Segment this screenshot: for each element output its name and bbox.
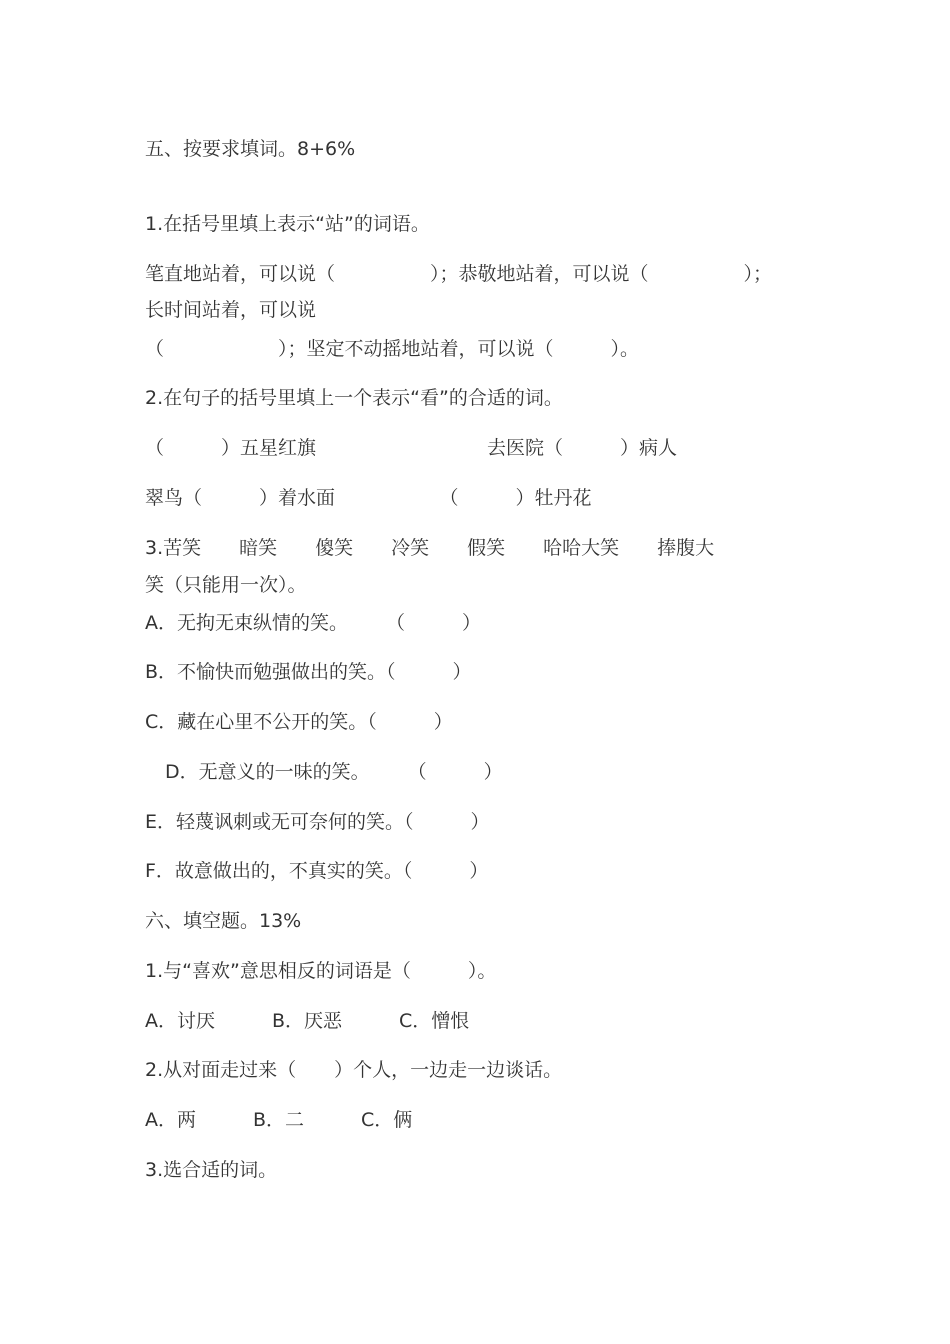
q3-option-c: C．藏在心里不公开的笑。（ ） [145, 711, 453, 733]
s6-q2-title: 2.从对面走过来（ ）个人，一边走一边谈话。 [145, 1059, 563, 1081]
q2-row2: 翠鸟（ ）着水面 （ ）牡丹花 [145, 487, 592, 509]
q1-line3: （ ）；坚定不动摇地站着，可以说（ ）。 [145, 338, 640, 360]
q2-title: 2.在句子的括号里填上一个表示“看”的合适的词。 [145, 387, 563, 409]
s6-q2-options: A．两 B．二 C．俩 [145, 1109, 413, 1131]
s6-q1-title: 1.与“喜欢”意思相反的词语是（ ）。 [145, 960, 497, 982]
q3-option-a: A．无拘无束纵情的笑。 （ ） [145, 612, 481, 634]
q3-line2: 笑（只能用一次）。 [145, 574, 307, 596]
q3-line1: 3.苦笑 暗笑 傻笑 冷笑 假笑 哈哈大笑 捧腹大 [145, 537, 715, 559]
section5-heading: 五、按要求填词。8+6% [145, 138, 356, 160]
q3-option-d: D．无意义的一味的笑。 （ ） [165, 761, 503, 783]
q2-row1: （ ）五星红旗 去医院（ ）病人 [145, 437, 678, 459]
q3-option-f: F．故意做出的，不真实的笑。（ ） [145, 860, 489, 882]
q1-title: 1.在括号里填上表示“站”的词语。 [145, 213, 430, 235]
q3-option-e: E．轻蔑讽刺或无可奈何的笑。（ ） [145, 811, 490, 833]
s6-q3-title: 3.选合适的词。 [145, 1159, 278, 1181]
section6-heading: 六、填空题。13% [145, 910, 302, 932]
s6-q1-options: A．讨厌 B．厌恶 C．憎恨 [145, 1010, 470, 1032]
q1-line1: 笔直地站着，可以说（ ）；恭敬地站着，可以说（ ）； [145, 263, 773, 285]
q1-line2: 长时间站着，可以说 [145, 299, 317, 321]
q3-option-b: B．不愉快而勉强做出的笑。（ ） [145, 661, 472, 683]
